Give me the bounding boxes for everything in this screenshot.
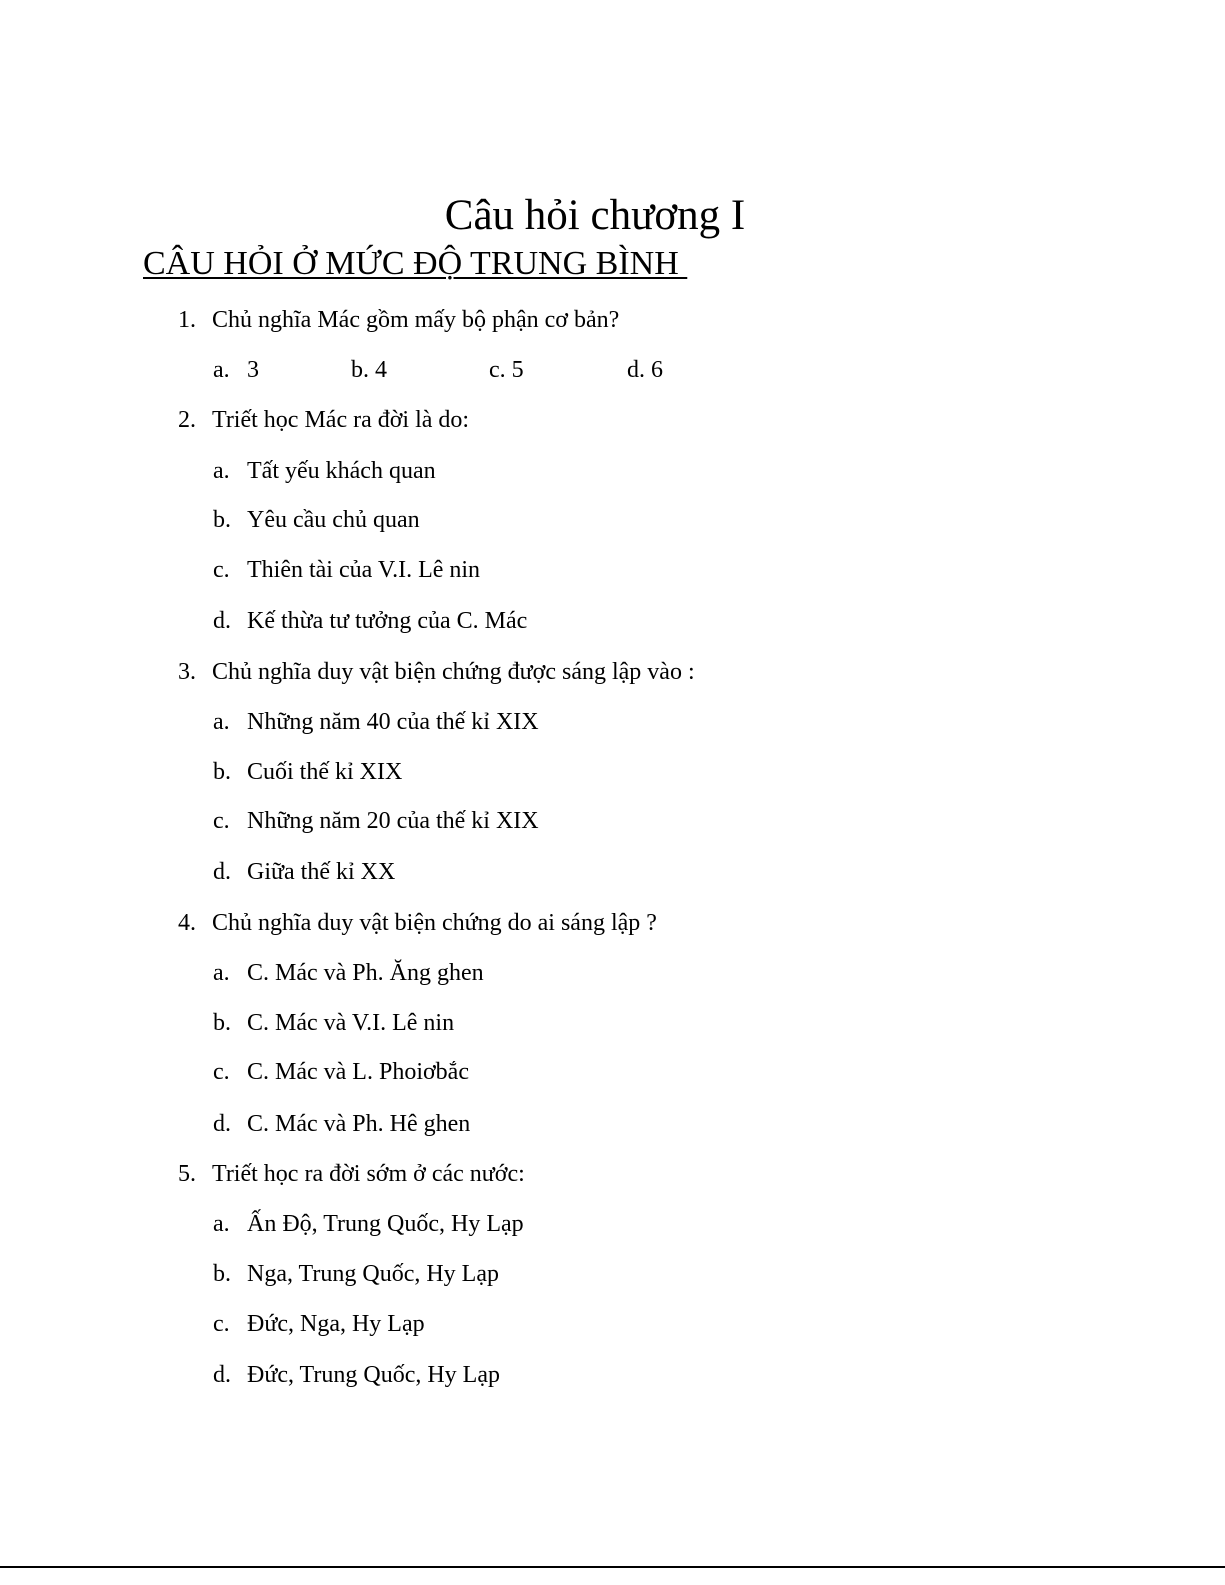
question-text: Chủ nghĩa duy vật biện chứng do ai sáng lập ? (212, 910, 657, 936)
option-5c (213, 1308, 425, 1340)
option-2c (213, 554, 480, 586)
option-text: Những năm 40 của thế kỉ XIX (247, 709, 539, 735)
option-letter: a. (213, 458, 230, 484)
option-4a (213, 957, 484, 989)
option-text: 4 (375, 357, 387, 383)
option-3d (213, 856, 395, 888)
option-letter: d. (627, 357, 645, 383)
question-4 (178, 907, 657, 939)
option-text: Kế thừa tư tưởng của C. Mác (247, 608, 528, 634)
option-letter: b. (213, 1261, 231, 1287)
option-1c (489, 354, 524, 386)
question-text: Chủ nghĩa duy vật biện chứng được sáng lập vào : (212, 659, 695, 685)
question-3 (178, 656, 695, 688)
question-number: 3. (178, 659, 196, 685)
question-text: Triết học Mác ra đời là do: (212, 407, 470, 433)
question-text: Chủ nghĩa Mác gồm mấy bộ phận cơ bản? (212, 307, 620, 333)
option-text: Thiên tài của V.I. Lê nin (247, 557, 481, 583)
option-3b (213, 756, 402, 788)
option-letter: a. (213, 1211, 230, 1237)
option-letter: a. (213, 960, 230, 986)
option-letter: d. (213, 859, 231, 885)
page-bottom-divider (0, 1566, 1225, 1568)
option-letter: c. (213, 1311, 230, 1337)
option-3c (213, 805, 539, 837)
option-text: 6 (651, 357, 663, 383)
option-letter: b. (351, 357, 369, 383)
option-2d (213, 605, 527, 637)
option-3a (213, 706, 539, 738)
option-text: C. Mác và L. Phoiơbắc (247, 1059, 469, 1085)
option-4d (213, 1108, 470, 1140)
option-text: 5 (511, 357, 524, 383)
option-1d (627, 354, 663, 386)
option-letter: c. (213, 1059, 230, 1085)
option-text: C. Mác và Ph. Ăng ghen (247, 960, 484, 986)
option-text: Nga, Trung Quốc, Hy Lạp (247, 1261, 499, 1287)
option-1a (213, 354, 259, 386)
option-4c (213, 1056, 469, 1088)
option-text: Giữa thế kỉ XX (247, 859, 396, 885)
option-letter: b. (213, 759, 231, 785)
option-text: Cuối thế kỉ XIX (247, 759, 403, 785)
option-text: 3 (247, 357, 259, 383)
question-number: 4. (178, 910, 196, 936)
question-text: Triết học ra đời sớm ở các nước: (212, 1161, 525, 1187)
question-number: 5. (178, 1161, 196, 1187)
option-text: Ấn Độ, Trung Quốc, Hy Lạp (247, 1211, 524, 1237)
option-letter: a. (213, 357, 230, 383)
option-text: Yêu cầu chủ quan (247, 507, 420, 533)
option-text: C. Mác và Ph. Hê ghen (247, 1111, 471, 1137)
page-title: Câu hỏi chương I (444, 192, 746, 239)
option-5d (213, 1359, 500, 1391)
option-text: Tất yếu khách quan (247, 458, 436, 484)
option-1b (351, 354, 387, 386)
option-text: Đức, Trung Quốc, Hy Lạp (247, 1362, 500, 1388)
option-5a (213, 1208, 524, 1240)
option-letter: c. (213, 557, 230, 583)
option-letter: b. (213, 1010, 231, 1036)
option-letter: c. (489, 357, 506, 383)
option-letter: a. (213, 709, 230, 735)
option-2b (213, 504, 420, 536)
option-text: Những năm 20 của thế kỉ XIX (247, 808, 539, 834)
option-letter: c. (213, 808, 230, 834)
option-4b (213, 1007, 454, 1039)
option-letter: d. (213, 1362, 231, 1388)
question-number: 2. (178, 407, 196, 433)
option-letter: d. (213, 608, 231, 634)
option-text: C. Mác và V.I. Lê nin (247, 1010, 455, 1036)
section-heading: CÂU HỎI Ở MỨC ĐỘ TRUNG BÌNH (143, 245, 688, 282)
option-5b (213, 1258, 499, 1290)
question-number: 1. (178, 307, 196, 333)
option-2a (213, 455, 436, 487)
question-5 (178, 1158, 525, 1190)
option-letter: b. (213, 507, 231, 533)
question-1 (178, 304, 619, 336)
question-2 (178, 404, 469, 436)
option-letter: d. (213, 1111, 231, 1137)
option-text: Đức, Nga, Hy Lạp (247, 1311, 425, 1337)
